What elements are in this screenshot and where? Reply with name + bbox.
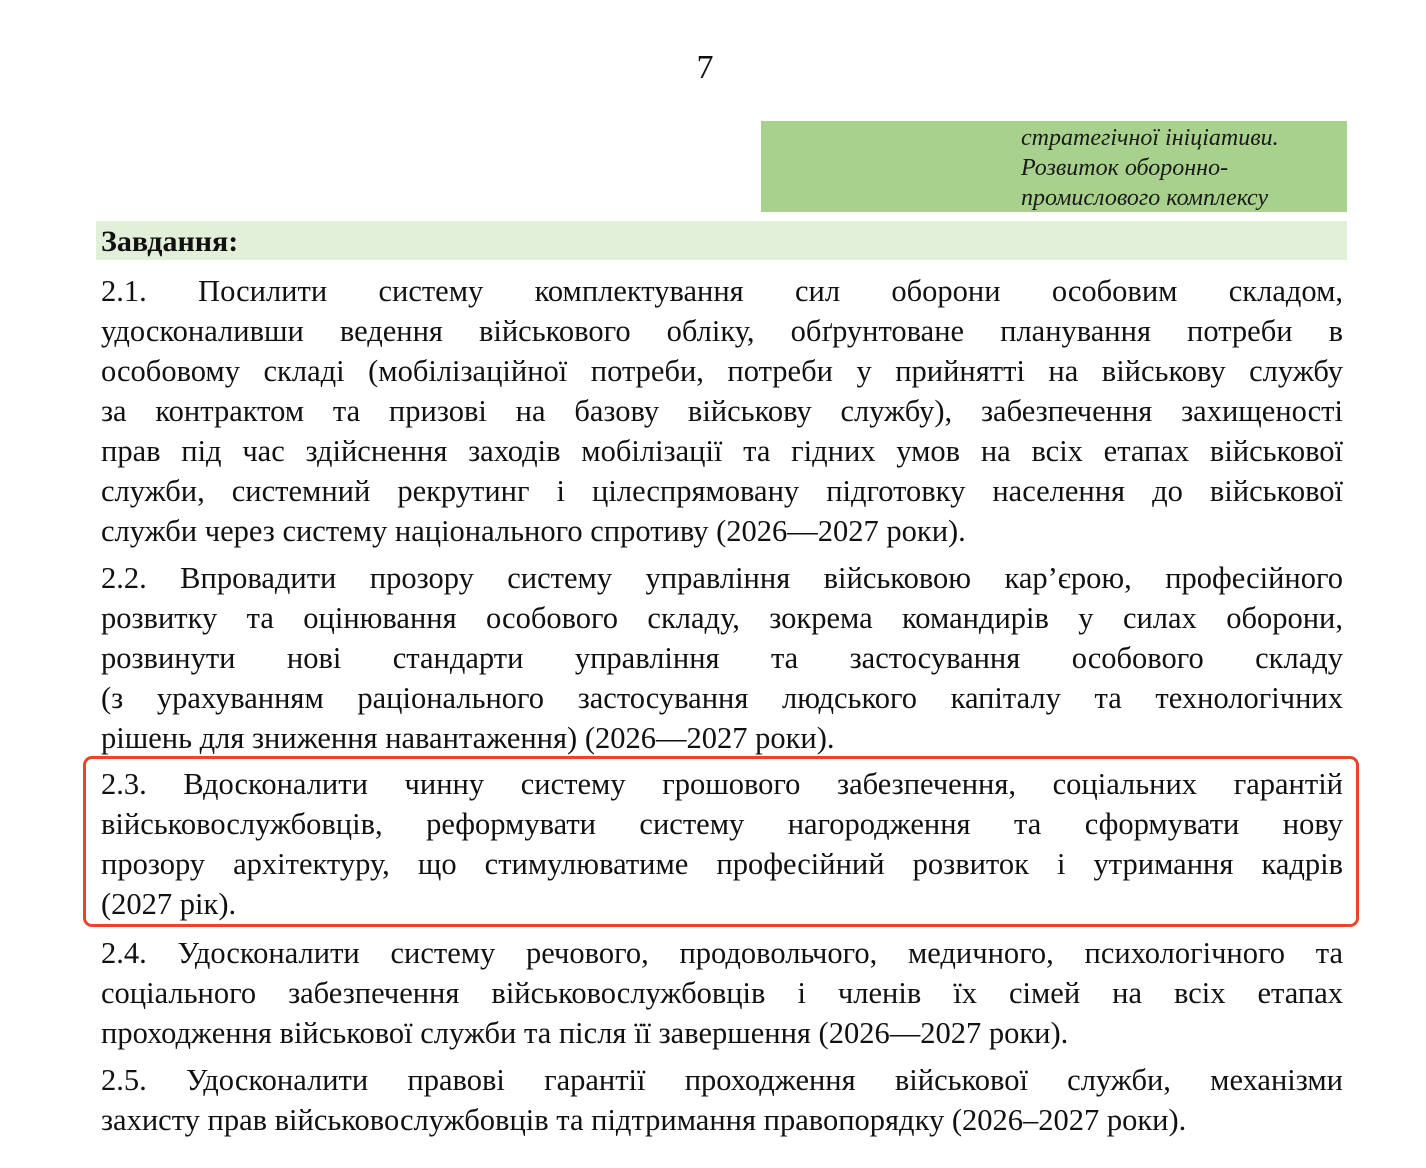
strategic-initiative-line: стратегічної ініціативи. bbox=[1021, 125, 1279, 151]
task-line: рішень для зниження навантаження) (2026—2027 роки). bbox=[101, 721, 835, 755]
task-line: за контрактом та призові на базову військову службу), забезпечення захищеності bbox=[101, 394, 1343, 428]
task-line: розвинути нові стандарти управління та застосування особового складу bbox=[101, 641, 1343, 675]
task-line: удосконаливши ведення військового обліку, обґрунтоване планування потреби в bbox=[101, 314, 1343, 348]
task-line: 2.3. Вдосконалити чинну систему грошового забезпечення, соціальних гарантій bbox=[101, 767, 1343, 801]
task-line: служби, системний рекрутинг і цілеспрямовану підготовку населення до військової bbox=[101, 474, 1343, 508]
task-line: 2.5. Удосконалити правові гарантії проходження військової служби, механізми bbox=[101, 1063, 1343, 1097]
task-line: (2027 рік). bbox=[101, 887, 237, 921]
task-line: соціального забезпечення військовослужбовців і членів їх сімей на всіх етапах bbox=[101, 976, 1343, 1010]
strategic-initiative-line: Розвиток оборонно- bbox=[1021, 155, 1229, 181]
section-header-band bbox=[96, 221, 1347, 260]
task-line: 2.1. Посилити систему комплектування сил оборони особовим складом, bbox=[101, 274, 1343, 308]
task-line: особовому складі (мобілізаційної потреби, потреби у прийнятті на військову службу bbox=[101, 354, 1343, 388]
page-number: 7 bbox=[696, 49, 714, 86]
task-2-5 bbox=[101, 1060, 1343, 1140]
task-line: прав під час здійснення заходів мобілізації та гідних умов на всіх етапах військової bbox=[101, 434, 1343, 468]
task-line: проходження військової служби та після її завершення (2026—2027 роки). bbox=[101, 1016, 1069, 1050]
strategic-initiative-line: промислового комплексу bbox=[1021, 185, 1269, 211]
strategic-initiative-text bbox=[1021, 123, 1341, 213]
task-2-1 bbox=[101, 271, 1343, 551]
task-line: захисту прав військовослужбовців та підтримання правопорядку (2026–2027 роки). bbox=[101, 1103, 1187, 1137]
task-line: військовослужбовців, реформувати систему нагородження та сформувати нову bbox=[101, 807, 1343, 841]
task-line: розвитку та оцінювання особового складу, зокрема командирів у силах оборони, bbox=[101, 601, 1343, 635]
task-line: 2.2. Впровадити прозору систему управління військовою кар’єрою, професійного bbox=[101, 561, 1343, 595]
task-2-2 bbox=[101, 558, 1343, 758]
task-line: прозору архітектуру, що стимулюватиме професійний розвиток і утримання кадрів bbox=[101, 847, 1343, 881]
section-title: Завдання: bbox=[101, 225, 239, 258]
task-line: служби через систему національного спротиву (2026—2027 роки). bbox=[101, 514, 966, 548]
task-line: 2.4. Удосконалити систему речового, продовольчого, медичного, психологічного та bbox=[101, 936, 1343, 970]
task-2-3 bbox=[101, 764, 1343, 924]
task-2-4 bbox=[101, 933, 1343, 1053]
task-line: (з урахуванням раціонального застосування людського капіталу та технологічних bbox=[101, 681, 1343, 715]
